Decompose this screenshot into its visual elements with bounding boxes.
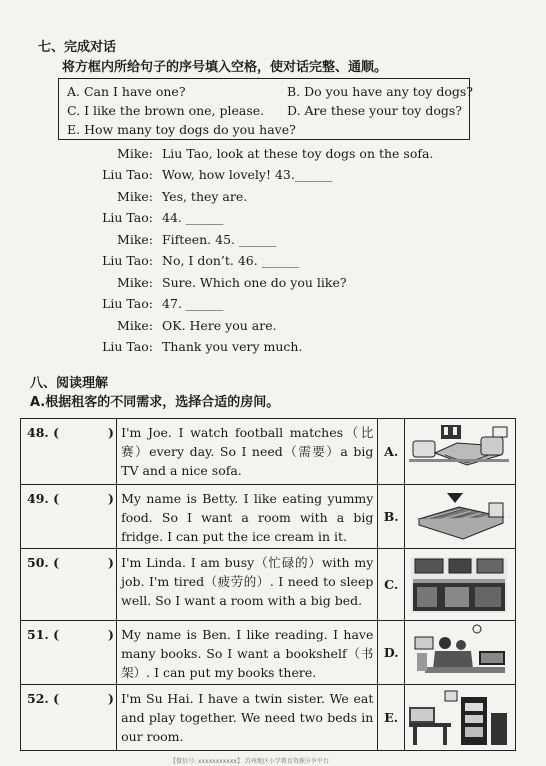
utterance: 44. ______ [162, 210, 224, 225]
passage-text: I'm Joe. I watch football matches（比赛）every day. So I need（需要）a big TV and a nice sofa. [117, 419, 378, 485]
question-number: 50. ( [27, 555, 60, 570]
question-number: 48. ( [27, 425, 60, 440]
utterance: 47. ______ [162, 296, 224, 311]
utterance: OK. Here you are. [162, 318, 277, 333]
question-number: 49. ( [27, 491, 60, 506]
passage-text: I'm Linda. I am busy（忙碌的）with my job. I'm tired（疲劳的）. I need to sleep well. So I want a room with a big bed. [117, 549, 378, 621]
study-room-image [405, 685, 516, 751]
utterance: Liu Tao, look at these toy dogs on the sofa. [162, 146, 434, 161]
close-paren: ) [108, 691, 114, 706]
option-letter: E. [378, 685, 405, 751]
speaker: Liu Tao: [102, 296, 153, 311]
table-row [21, 621, 516, 685]
bedroom-image [405, 485, 516, 549]
utterance: No, I don’t. 46. ______ [162, 253, 300, 268]
section-7-instruction: 将方框内所给句子的序号填入空格，使对话完整、通顺。 [62, 60, 388, 75]
speaker: Mike: [117, 146, 153, 161]
speaker: Liu Tao: [102, 167, 153, 182]
utterance: Thank you very much. [162, 339, 303, 354]
matching-table [20, 418, 516, 751]
answer-cell[interactable] [21, 685, 117, 751]
utterance: Sure. Which one do you like? [162, 275, 347, 290]
close-paren: ) [108, 425, 114, 440]
family-room-illustration [405, 621, 513, 681]
section-8-instruction: A.根据租客的不同需求，选择合适的房间。 [30, 395, 280, 410]
utterance: Wow, how lovely! 43.______ [162, 167, 333, 182]
kitchen-image [405, 549, 516, 621]
passage-text: My name is Betty. I like eating yummy food. So I want a room with a big fridge. I can put the ice cream in it. [117, 485, 378, 549]
living-room-illustration [405, 419, 513, 481]
section-8-title: 八、阅读理解 [30, 376, 109, 391]
table-row [21, 685, 516, 751]
kitchen-illustration [405, 549, 513, 617]
option-d: D. Are these your toy dogs? [287, 103, 462, 118]
option-e: E. How many toy dogs do you have? [67, 122, 296, 137]
study-room-illustration [405, 685, 513, 747]
speaker: Liu Tao: [102, 253, 153, 268]
bedroom-illustration [405, 485, 513, 545]
option-letter: A. [378, 419, 405, 485]
passage-text: I'm Su Hai. I have a twin sister. We eat and play together. We need two beds in our room. [117, 685, 378, 751]
speaker: Mike: [117, 275, 153, 290]
option-letter: B. [378, 485, 405, 549]
utterance: Yes, they are. [162, 189, 248, 204]
passage-text: My name is Ben. I like reading. I have many books. So I want a bookshelf（书架）. I can put my books there. [117, 621, 378, 685]
question-number: 52. ( [27, 691, 60, 706]
speaker: Mike: [117, 318, 153, 333]
answer-cell[interactable] [21, 419, 117, 485]
family-room-image [405, 621, 516, 685]
question-number: 51. ( [27, 627, 60, 642]
section-7-title: 七、完成对话 [38, 40, 117, 55]
close-paren: ) [108, 555, 114, 570]
utterance: Fifteen. 45. ______ [162, 232, 277, 247]
speaker: Liu Tao: [102, 210, 153, 225]
speaker: Mike: [117, 189, 153, 204]
option-letter: C. [378, 549, 405, 621]
option-letter: D. [378, 621, 405, 685]
option-a: A. Can I have one? [67, 84, 186, 99]
speaker: Mike: [117, 232, 153, 247]
table-row [21, 549, 516, 621]
table-row [21, 419, 516, 485]
footer-watermark: 【微信号: xxxxxxxxxxx】 苏州地区小学教育资源分享平台 [170, 758, 329, 765]
answer-cell[interactable] [21, 485, 117, 549]
answer-cell[interactable] [21, 549, 117, 621]
options-box [58, 78, 473, 140]
close-paren: ) [108, 627, 114, 642]
option-b: B. Do you have any toy dogs? [287, 84, 473, 99]
answer-cell[interactable] [21, 621, 117, 685]
table-row [21, 485, 516, 549]
living-room-image [405, 419, 516, 485]
option-c: C. I like the brown one, please. [67, 103, 265, 118]
speaker: Liu Tao: [102, 339, 153, 354]
close-paren: ) [108, 491, 114, 506]
